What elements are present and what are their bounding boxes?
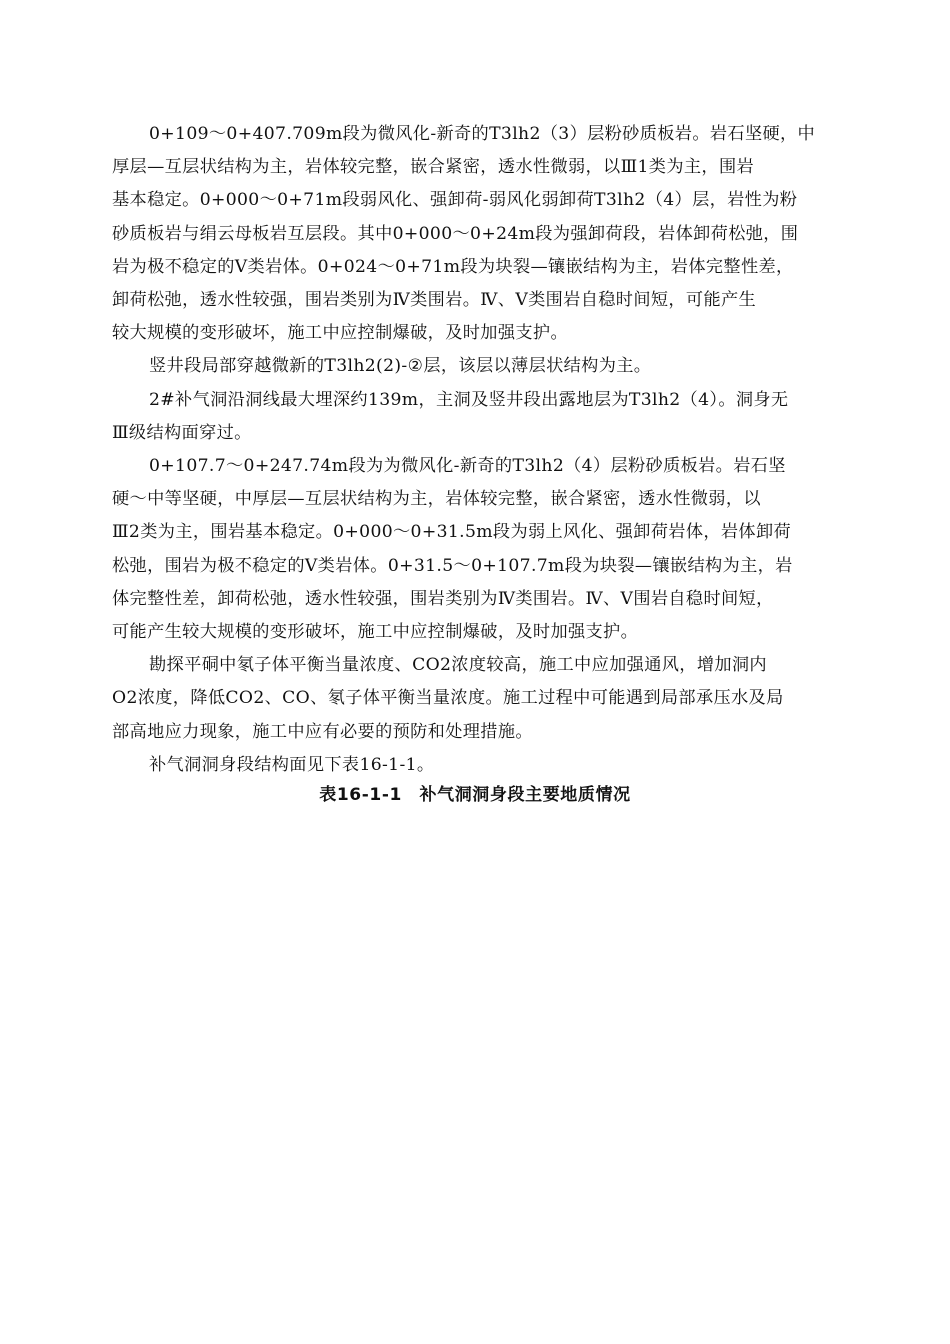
paragraph-2	[112, 350, 834, 383]
text-line: Ⅲ2类为主，围岩基本稳定。0+000～0+31.5m段为弱上风化、强卸荷岩体，岩体卸荷	[112, 522, 792, 543]
text-line: 基本稳定。0+000～0+71m段弱风化、强卸荷-弱风化弱卸荷T3lh2（4）层，岩性为粉	[112, 190, 798, 211]
text-line: O2浓度，降低CO2、CO、氡子体平衡当量浓度。施工过程中可能遇到局部承压水及局	[112, 688, 784, 709]
text-line: 勘探平硐中氡子体平衡当量浓度、CO2浓度较高，施工中应加强通风，增加洞内	[149, 655, 767, 676]
text-line: 较大规模的变形破坏，施工中应控制爆破，及时加强支护。	[112, 323, 568, 344]
text-line: 松弛，围岩为极不稳定的Ⅴ类岩体。0+31.5～0+107.7m段为块裂—镶嵌结构为主，岩	[112, 555, 793, 576]
paragraph-6	[112, 749, 834, 782]
text-line: 部高地应力现象，施工中应有必要的预防和处理措施。	[112, 721, 533, 742]
text-line: 可能产生较大规模的变形破坏，施工中应控制爆破，及时加强支护。	[112, 622, 639, 643]
text-line: 0+107.7～0+247.74m段为为微风化-新奇的T3lh2（4）层粉砂质板岩。岩石坚	[149, 456, 786, 477]
text-line: 厚层—互层状结构为主，岩体较完整，嵌合紧密，透水性微弱，以Ⅲ1类为主，围岩	[112, 157, 755, 178]
text-line: Ⅲ级结构面穿过。	[112, 422, 252, 443]
text-line: 卸荷松弛，透水性较强，围岩类别为Ⅳ类围岩。Ⅳ、Ⅴ类围岩自稳时间短，可能产生	[112, 290, 757, 311]
text-line: 0+109～0+407.709m段为微风化-新奇的T3lh2（3）层粉砂质板岩。岩石坚硬，中	[149, 124, 816, 144]
text-line: 体完整性差，卸荷松弛，透水性较强，围岩类别为Ⅳ类围岩。Ⅳ、Ⅴ围岩自稳时间短，	[112, 588, 774, 609]
table-caption: 表16-1-1 补气洞洞身段主要地质情况	[319, 785, 631, 805]
text-line: 砂质板岩与绢云母板岩互层段。其中0+000～0+24m段为强卸荷段，岩体卸荷松弛，围	[112, 223, 799, 244]
text-line: 硬～中等坚硬，中厚层—互层状结构为主，岩体较完整，嵌合紧密，透水性微弱，以	[112, 489, 761, 510]
text-line: 岩为极不稳定的Ⅴ类岩体。0+024～0+71m段为块裂—镶嵌结构为主，岩体完整性差，	[112, 256, 794, 277]
text-line: 竖井段局部穿越微新的T3lh2(2)-②层，该层以薄层状结构为主。	[149, 356, 652, 377]
paragraph-1	[112, 118, 834, 350]
paragraph-4	[112, 450, 834, 649]
paragraph-3	[112, 384, 834, 450]
body-text	[112, 118, 834, 782]
text-line: 2#补气洞沿洞线最大埋深约139m，主洞及竖井段出露地层为T3lh2（4）。洞身无	[149, 389, 789, 410]
paragraph-5	[112, 649, 834, 749]
text-line: 补气洞洞身段结构面见下表16-1-1。	[149, 754, 435, 775]
